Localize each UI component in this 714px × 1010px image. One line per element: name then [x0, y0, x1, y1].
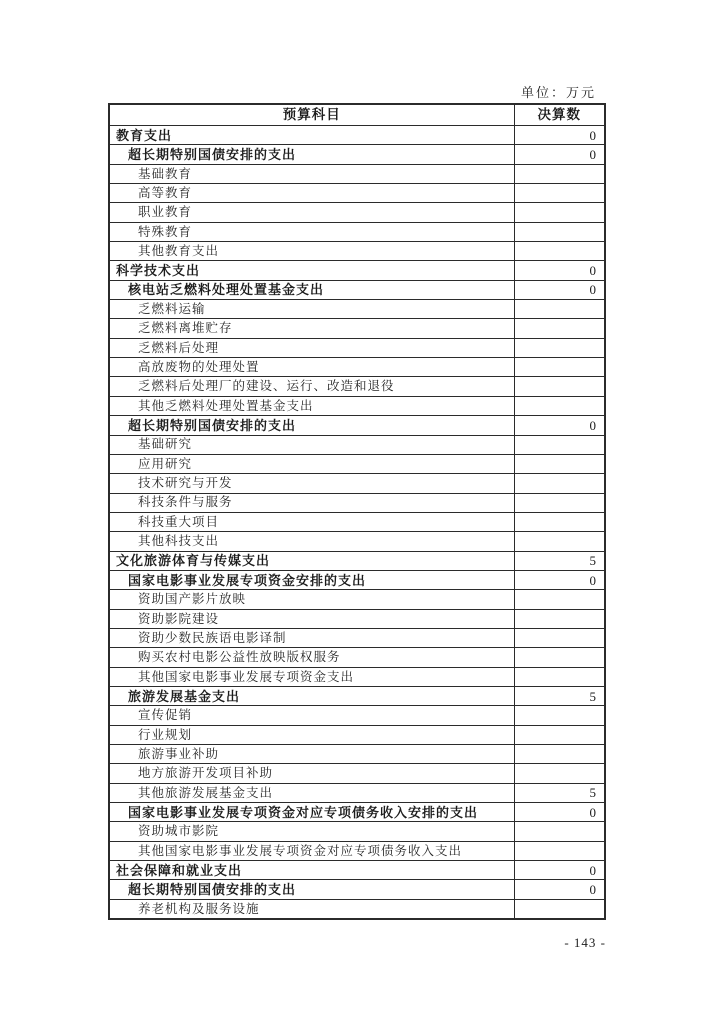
table-row	[109, 512, 605, 531]
table-row	[109, 261, 605, 280]
amount-value: 0	[514, 880, 605, 899]
budget-item-label: 超长期特别国债安排的支出	[109, 880, 514, 899]
table-row	[109, 706, 605, 725]
budget-item-label: 核电站乏燃料处理处置基金支出	[109, 280, 514, 299]
table-row	[109, 686, 605, 705]
amount-value	[514, 822, 605, 841]
budget-item-label: 高等教育	[109, 184, 514, 203]
table-row	[109, 416, 605, 435]
table-row	[109, 319, 605, 338]
amount-value	[514, 899, 605, 919]
amount-value	[514, 667, 605, 686]
budget-item-label: 资助城市影院	[109, 822, 514, 841]
budget-item-label: 科技条件与服务	[109, 493, 514, 512]
table-row	[109, 435, 605, 454]
amount-value: 0	[514, 126, 605, 145]
budget-item-label: 乏燃料离堆贮存	[109, 319, 514, 338]
table-row	[109, 396, 605, 415]
budget-item-label: 基础教育	[109, 164, 514, 183]
budget-item-label: 其他旅游发展基金支出	[109, 783, 514, 802]
budget-item-label: 资助少数民族语电影译制	[109, 628, 514, 647]
budget-item-label: 基础研究	[109, 435, 514, 454]
amount-value: 0	[514, 861, 605, 880]
amount-value: 0	[514, 416, 605, 435]
table-row	[109, 532, 605, 551]
amount-value	[514, 300, 605, 319]
budget-item-label: 职业教育	[109, 203, 514, 222]
budget-item-label: 科学技术支出	[109, 261, 514, 280]
table-row	[109, 590, 605, 609]
budget-item-label: 特殊教育	[109, 222, 514, 241]
amount-value	[514, 435, 605, 454]
amount-value	[514, 628, 605, 647]
amount-value	[514, 764, 605, 783]
table-row	[109, 648, 605, 667]
table-row	[109, 454, 605, 473]
budget-item-label: 乏燃料后处理厂的建设、运行、改造和退役	[109, 377, 514, 396]
budget-item-label: 其他乏燃料处理处置基金支出	[109, 396, 514, 415]
budget-item-label: 超长期特别国债安排的支出	[109, 145, 514, 164]
budget-item-label: 超长期特别国债安排的支出	[109, 416, 514, 435]
table-row	[109, 841, 605, 860]
amount-value	[514, 512, 605, 531]
amount-value: 0	[514, 280, 605, 299]
amount-value	[514, 358, 605, 377]
page-number: - 143 -	[564, 935, 606, 950]
amount-value	[514, 377, 605, 396]
amount-value	[514, 338, 605, 357]
table-row	[109, 880, 605, 899]
table-row	[109, 764, 605, 783]
amount-value	[514, 706, 605, 725]
budget-table	[108, 103, 606, 920]
budget-item-label: 技术研究与开发	[109, 474, 514, 493]
table-row	[109, 628, 605, 647]
amount-value: 5	[514, 551, 605, 570]
table-row	[109, 783, 605, 802]
amount-value: 5	[514, 783, 605, 802]
budget-item-label: 乏燃料运输	[109, 300, 514, 319]
budget-item-label: 资助影院建设	[109, 609, 514, 628]
amount-value	[514, 222, 605, 241]
table-row	[109, 551, 605, 570]
amount-value	[514, 745, 605, 764]
table-row	[109, 725, 605, 744]
budget-item-label: 其他教育支出	[109, 242, 514, 261]
amount-value: 5	[514, 686, 605, 705]
budget-item-label: 养老机构及服务设施	[109, 899, 514, 919]
table-row	[109, 667, 605, 686]
table-header-final-amount: 决算数	[514, 104, 605, 126]
budget-item-label: 资助国产影片放映	[109, 590, 514, 609]
table-row	[109, 861, 605, 880]
budget-item-label: 行业规划	[109, 725, 514, 744]
budget-item-label: 地方旅游开发项目补助	[109, 764, 514, 783]
table-row	[109, 242, 605, 261]
budget-item-label: 教育支出	[109, 126, 514, 145]
budget-item-label: 其他国家电影事业发展专项资金支出	[109, 667, 514, 686]
amount-value	[514, 164, 605, 183]
table-row	[109, 184, 605, 203]
budget-item-label: 旅游发展基金支出	[109, 686, 514, 705]
budget-item-label: 应用研究	[109, 454, 514, 473]
amount-value	[514, 242, 605, 261]
budget-item-label: 其他国家电影事业发展专项资金对应专项债务收入支出	[109, 841, 514, 860]
table-row	[109, 338, 605, 357]
table-row	[109, 493, 605, 512]
table-header-budget-item: 预算科目	[109, 104, 514, 126]
budget-item-label: 文化旅游体育与传媒支出	[109, 551, 514, 570]
amount-value	[514, 725, 605, 744]
table-row	[109, 609, 605, 628]
amount-value	[514, 474, 605, 493]
amount-value	[514, 493, 605, 512]
budget-item-label: 宣传促销	[109, 706, 514, 725]
amount-value	[514, 590, 605, 609]
table-row	[109, 899, 605, 919]
amount-value	[514, 532, 605, 551]
table-row	[109, 164, 605, 183]
amount-value	[514, 184, 605, 203]
budget-item-label: 国家电影事业发展专项资金对应专项债务收入安排的支出	[109, 803, 514, 822]
table-row	[109, 803, 605, 822]
budget-item-label: 高放废物的处理处置	[109, 358, 514, 377]
budget-item-label: 购买农村电影公益性放映版权服务	[109, 648, 514, 667]
unit-label: 单位：万元	[520, 85, 596, 100]
budget-item-label: 旅游事业补助	[109, 745, 514, 764]
amount-value: 0	[514, 570, 605, 589]
budget-item-label: 其他科技支出	[109, 532, 514, 551]
table-body	[109, 126, 605, 920]
amount-value: 0	[514, 803, 605, 822]
table-header-row	[109, 104, 605, 126]
table-row	[109, 280, 605, 299]
amount-value: 0	[514, 145, 605, 164]
table-row	[109, 222, 605, 241]
table-row	[109, 145, 605, 164]
amount-value	[514, 203, 605, 222]
amount-value	[514, 319, 605, 338]
table-row	[109, 203, 605, 222]
amount-value: 0	[514, 261, 605, 280]
budget-item-label: 乏燃料后处理	[109, 338, 514, 357]
table-row	[109, 474, 605, 493]
table-row	[109, 377, 605, 396]
amount-value	[514, 396, 605, 415]
budget-item-label: 社会保障和就业支出	[109, 861, 514, 880]
budget-item-label: 国家电影事业发展专项资金安排的支出	[109, 570, 514, 589]
table-row	[109, 745, 605, 764]
table-row	[109, 570, 605, 589]
table-row	[109, 126, 605, 145]
table-row	[109, 822, 605, 841]
amount-value	[514, 648, 605, 667]
budget-item-label: 科技重大项目	[109, 512, 514, 531]
table-row	[109, 358, 605, 377]
amount-value	[514, 609, 605, 628]
amount-value	[514, 841, 605, 860]
table-row	[109, 300, 605, 319]
amount-value	[514, 454, 605, 473]
